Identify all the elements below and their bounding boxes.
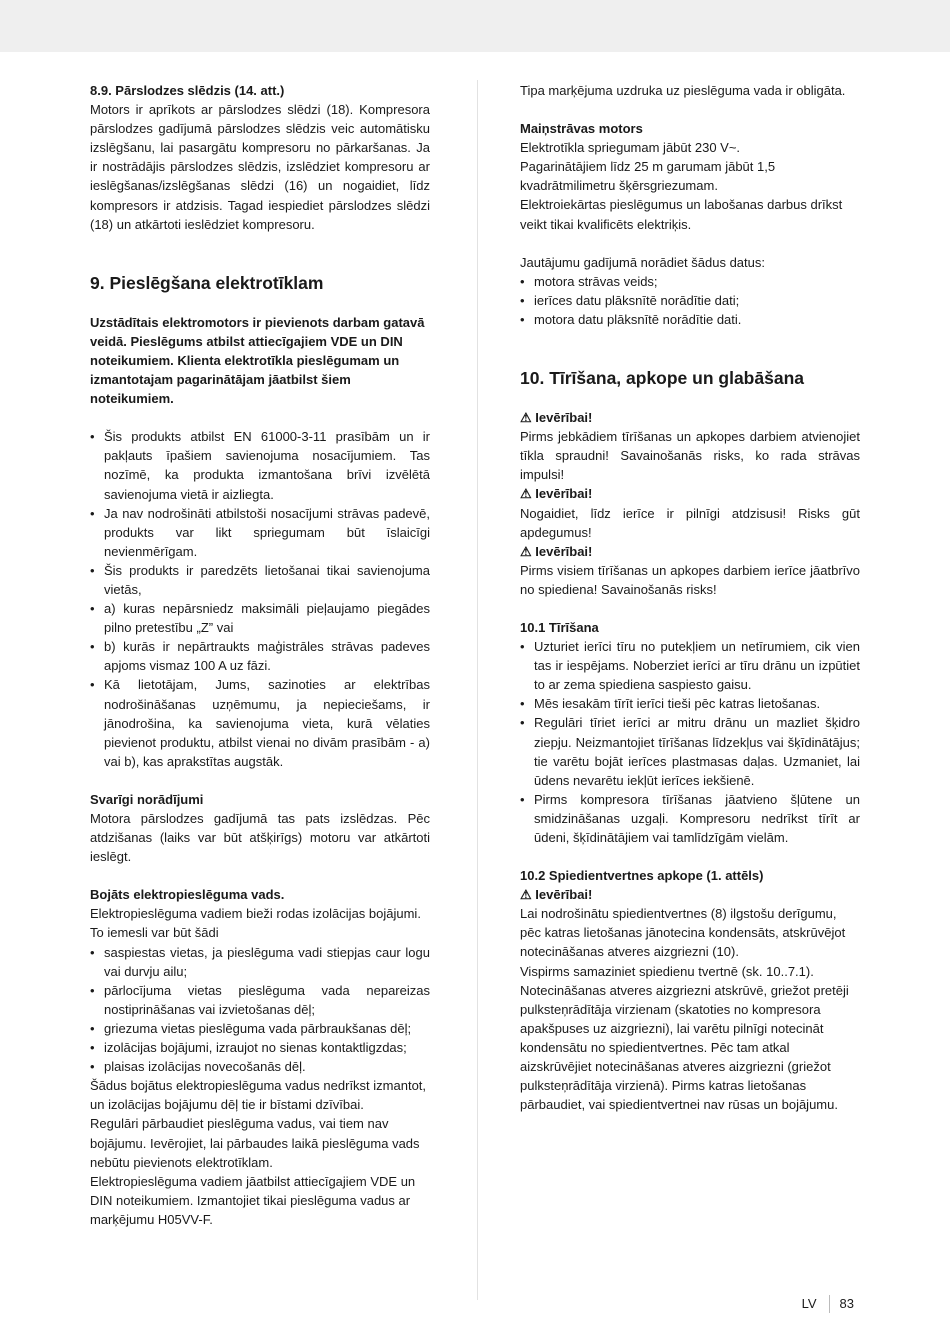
list-item: • Pirms kompresora tīrīšanas jāatvieno šļūtene un smidzināšanas uzgaļi. Kompresoru nedrīkst tīrīt ar ūdeni, šķīdinātājiem vai tamlīdzīgām vielām. — [520, 790, 860, 847]
ac-motor-line: Elektrotīkla spriegumam jābūt 230 V~. — [520, 140, 741, 156]
language-code: LV — [801, 1296, 817, 1311]
section-10-1-title: 10.1 Tīrīšana — [520, 619, 599, 635]
list-item: • Mēs iesakām tīrīt ierīci tieši pēc katras lietošanas. — [520, 694, 860, 713]
page-footer — [802, 1295, 854, 1313]
list-item: • Regulāri tīriet ierīci ar mitru drānu un mazliet šķidro ziepju. Neizmantojiet tīrīšanas līdzekļus vai šķīdinātājus; tie varētu bojāt ierīces plastmasas daļas. Uzmaniet, lai ūdens nevarētu iekļūt ierīces iekšienē. — [520, 713, 860, 789]
important-title: Svarīgi norādījumi — [90, 791, 204, 807]
warning-label: ⚠ Ievērībai! — [520, 410, 593, 426]
tank-maintenance-paragraph: Vispirms samaziniet spiedienu tvertnē (sk. 10..7.1). Notecināšanas atveres aizgriezni atskrūvē, griežot pretēji pulksteņrādītāja virzienam (skatoties no kompresora apakšpuses uz aizgriezni), lai varētu pilnīgi notecināt kondensātu no spiedientvertnes. Pēc tam atkal aizskrūvējiet notecināšanas atveres aizgriezni (griežot pulksteņrādītāja virzienā). Pirms katras lietošanas pārbaudiet, vai spiedientvertnei nav rūsas un bojājumu. — [520, 963, 849, 1113]
damaged-cable-paragraph: Regulāri pārbaudiet pieslēguma vadus, vai tiem nav bojājumu. Ievērojiet, lai pārbaudes laikā pieslēguma vads nebūtu pievienots elektrotīklam. — [90, 1116, 420, 1170]
list-item: • pārlocījuma vietas pieslēguma vada nepareizas nostiprināšanas vai izvietošanas dēļ; — [90, 981, 430, 1019]
damaged-cable-paragraph: Elektropieslēguma vadiem jāatbilst attiecīgajiem VDE un DIN noteikumiem. Izmantojiet tikai pieslēguma vadus ar marķējumu H05VV-F. — [90, 1173, 416, 1227]
list-item: • Uzturiet ierīci tīru no putekļiem un netīrumiem, cik vien tas ir iespējams. Noberziet ierīci ar tīru drānu un izpūtiet to ar zema spiediena saspiesto gaisu. — [520, 637, 860, 694]
list-item: • Šis produkts ir paredzēts lietošanai tikai savienojuma vietās, — [90, 561, 430, 599]
list-item: • izolācijas bojājumi, izraujot no sienas kontaktligzdas; — [90, 1038, 430, 1057]
list-item: • Šis produkts atbilst EN 61000-3-11 prasībām un ir pakļauts īpašiem savienojuma nosacījumiem. Tas nozīmē, ka produkta izmantošana brīvi izvēlētā savienojuma vietā ir aizliegta. — [90, 427, 430, 503]
ac-motor-line: Pagarinātājiem līdz 25 m garumam jābūt 1,5 kvadrātmilimetru šķērsgriezumam. — [520, 159, 776, 194]
warning-text: Pirms jebkādiem tīrīšanas un apkopes darbiem atvienojiet tīkla spraudni! Savainošanās risks, ko rada strāvas impulsi! — [520, 429, 860, 483]
type-marking-note: Tipa marķējuma uzdruka uz pieslēguma vada ir obligāta. — [520, 83, 846, 98]
list-item: • b) kurās ir nepārtraukts maģistrāles strāvas padeves apjoms vismaz 100 A uz fāzi. — [90, 637, 430, 675]
section-9-intro: Uzstādītais elektromotors ir pievienots darbam gatavā veidā. Pieslēgums atbilst attiecīgajiem VDE un DIN noteikumiem. Klienta elektrotīkla pieslēgumam un izmantotajam pagarinātājam jāatbilst šiem noteikumiem. — [90, 314, 425, 407]
ac-motor-line: Elektroiekārtas pieslēgumus un labošanas darbus drīkst veikt tikai kvalificēts elektriķis. — [520, 197, 843, 232]
list-item: • motora strāvas veids; — [520, 272, 860, 291]
damaged-cable-list — [90, 943, 430, 1077]
damaged-cable-title: Bojāts elektropieslēguma vads. — [90, 887, 285, 903]
warning-icon: ⚠ — [520, 410, 532, 426]
right-column — [520, 81, 860, 1114]
ac-motor-title: Maiņstrāvas motors — [520, 121, 643, 137]
warning-icon: ⚠ — [520, 486, 532, 502]
warning-text: Pirms visiem tīrīšanas un apkopes darbiem ierīce jāatbrīvo no spiediena! Savainošanās risks! — [520, 562, 860, 597]
warning-label: ⚠ Ievērībai! — [520, 887, 593, 903]
damaged-cable-intro: Elektropieslēguma vadiem bieži rodas izolācijas bojājumi. — [90, 906, 421, 922]
warning-label: ⚠ Ievērībai! — [520, 486, 593, 502]
section-10-heading: 10. Tīrīšana, apkope un glabāšana — [520, 368, 804, 389]
damaged-cable-paragraph: Šādus bojātus elektropieslēguma vadus nedrīkst izmantot, un izolācijas bojājumu dēļ tie ir bīstami dzīvībai. — [90, 1078, 427, 1113]
tank-maintenance-paragraph: Lai nodrošinātu spiedientvertnes (8) ilgstošu derīgumu, pēc katras lietošanas jānotecina kondensāts, atskrūvējot notecināšanas atveres aizgriezni (10). — [520, 906, 846, 960]
section-10-2-title: 10.2 Spiedientvertnes apkope (1. attēls) — [520, 868, 764, 884]
top-banner — [0, 0, 950, 52]
column-divider — [477, 80, 478, 1300]
questions-intro: Jautājumu gadījumā norādiet šādus datus: — [520, 254, 765, 270]
questions-list — [520, 272, 860, 329]
section-8-9-title: 8.9. Pārslodzes slēdzis (14. att.) — [90, 83, 285, 98]
list-item: • saspiestas vietas, ja pieslēguma vadi stiepjas caur logu vai durvju ailu; — [90, 943, 430, 981]
warning-icon: ⚠ — [520, 887, 532, 903]
list-item: • ierīces datu plāksnītē norādītie dati; — [520, 291, 860, 310]
section-9-heading: 9. Pieslēgšana elektrotīklam — [90, 272, 324, 293]
page-number: 83 — [839, 1296, 854, 1311]
important-body: Motora pārslodzes gadījumā tas pats izslēdzas. Pēc atdzišanas (laiks var būt atšķirīgs) motoru var atkārtoti ieslēgt. — [90, 811, 430, 865]
list-item: • Ja nav nodrošināti atbilstoši nosacījumi strāvas padevē, produkts var likt spriegumam būt īslaicīgi nevienmērīgam. — [90, 504, 430, 561]
section-8-9-body: Motors ir aprīkots ar pārslodzes slēdzi (18). Kompresora pārslodzes gadījumā pārslodzes slēdzis veic automātisku izslēgšanu, lai pasargātu kompresoru no pārkaršanas. Ja ir nostrādājis pārslodzes slēdzis, izslēdziet kompresoru ar ieslēgšanas/izslēgšanas slēdzi (16) un nogaidiet, līdz kompresors ir atdzisis. Tagad iespiediet pārslodzes slēdzi (18) un atkārtoti ieslēdziet kompresoru. — [90, 102, 430, 232]
list-item: • a) kuras nepārsniedz maksimāli pieļaujamo piegādes pilno pretestību „Z” vai — [90, 599, 430, 637]
list-item: • griezuma vietas pieslēguma vada pārbraukšanas dēļ; — [90, 1019, 430, 1038]
left-column — [90, 81, 430, 1229]
warning-label: ⚠ Ievērībai! — [520, 543, 593, 559]
section-9-list — [90, 427, 430, 771]
list-item: • motora datu plāksnītē norādītie dati. — [520, 310, 860, 329]
warning-icon: ⚠ — [520, 543, 532, 559]
warning-text: Nogaidiet, līdz ierīce ir pilnīgi atdzisusi! Risks gūt apdegumus! — [520, 505, 860, 540]
footer-separator — [829, 1295, 830, 1313]
list-item: • Kā lietotājam, Jums, sazinoties ar elektrības nodrošināšanas uzņēmumu, ja nepieciešams, ir jānodrošina, ka savienojuma vieta, kurā vēlaties pievienot produktu, atbilst vienai no divām prasībām - a) vai b), kas aprakstītas augstāk. — [90, 675, 430, 770]
cleaning-list — [520, 637, 860, 847]
damaged-cable-causes-intro: To iemesli var būt šādi — [90, 925, 219, 941]
list-item: • plaisas izolācijas novecošanās dēļ. — [90, 1057, 430, 1076]
